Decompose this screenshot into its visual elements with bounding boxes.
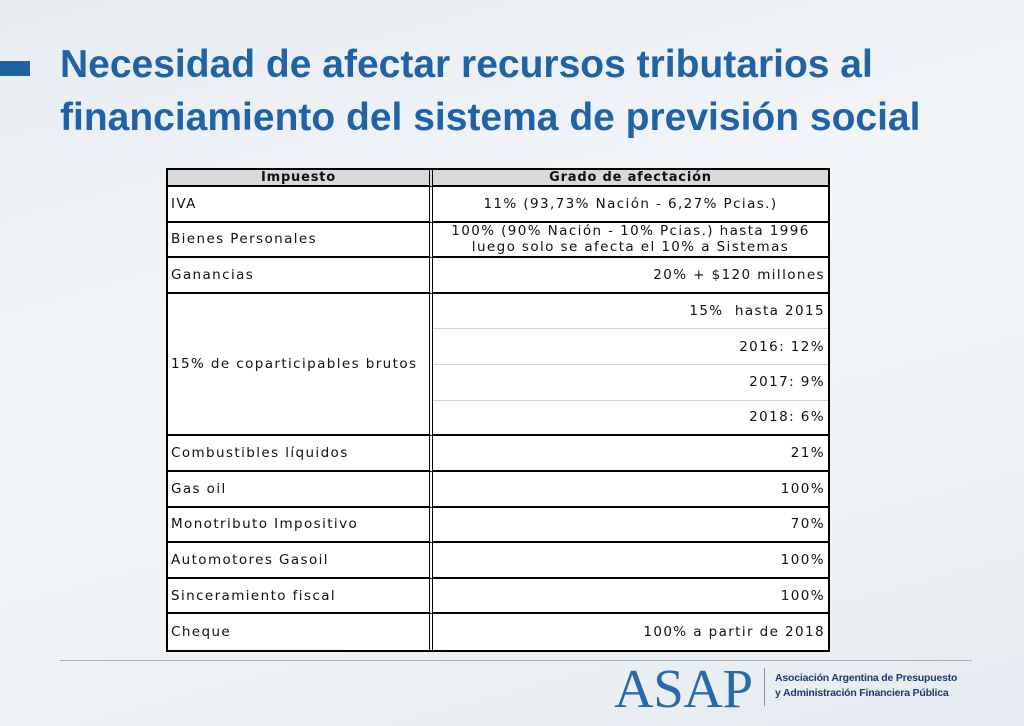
square-bullet-icon (0, 61, 30, 76)
row-combustibles-grado: 21% (433, 436, 828, 472)
row-monotributo-grado: 70% (433, 508, 828, 544)
row-cheque-impuesto: Cheque (168, 614, 433, 650)
row-ganancias-impuesto: Ganancias (168, 258, 433, 294)
row-automotores-impuesto: Automotores Gasoil (168, 543, 433, 579)
row-coparticipables-grado-step: 2016: 12% (433, 329, 828, 365)
row-iva-grado: 11% (93,73% Nación - 6,27% Pcias.) (433, 187, 828, 223)
row-coparticipables-impuesto: 15% de coparticipables brutos (168, 294, 433, 436)
row-sinceramiento-impuesto: Sinceramiento fiscal (168, 579, 433, 615)
row-sinceramiento-grado: 100% (433, 579, 828, 615)
slide-title: Necesidad de afectar recursos tributarios al financiamiento del sistema de previsión social (60, 43, 921, 139)
tax-allocation-table (166, 168, 830, 652)
row-combustibles-impuesto: Combustibles líquidos (168, 436, 433, 472)
column-header-impuesto: Impuesto (168, 170, 433, 187)
row-coparticipables-grado-step: 15% hasta 2015 (433, 294, 828, 330)
grado-line: luego solo se afecta el 10% a Sistemas (471, 239, 790, 256)
grado-line: 100% (90% Nación - 10% Pcias.) hasta 1996 (451, 222, 810, 239)
row-iva-impuesto: IVA (168, 187, 433, 223)
organization-name-line: y Administración Financiera Pública (775, 687, 949, 699)
row-coparticipables-grado-step: 2017: 9% (433, 365, 828, 401)
row-bienes-personales-grado (433, 223, 828, 259)
organization-name (775, 671, 957, 701)
row-monotributo-impuesto: Monotributo Impositivo (168, 508, 433, 544)
organization-name-line: Asociación Argentina de Presupuesto (775, 672, 958, 684)
footer-divider-line (60, 660, 972, 661)
row-automotores-grado: 100% (433, 543, 828, 579)
row-coparticipables-grado-step: 2018: 6% (433, 401, 828, 437)
row-gas-oil-grado: 100% (433, 472, 828, 508)
logo-separator-line (764, 668, 765, 706)
row-cheque-grado: 100% a partir de 2018 (643, 624, 825, 641)
row-gas-oil-impuesto: Gas oil (168, 472, 433, 508)
column-header-grado-de-afectacion: Grado de afectación (433, 170, 828, 187)
asap-logo-wordmark: ASAP (614, 658, 753, 719)
row-bienes-personales-impuesto: Bienes Personales (168, 223, 433, 259)
row-ganancias-grado: 20% + $120 millones (433, 258, 828, 294)
